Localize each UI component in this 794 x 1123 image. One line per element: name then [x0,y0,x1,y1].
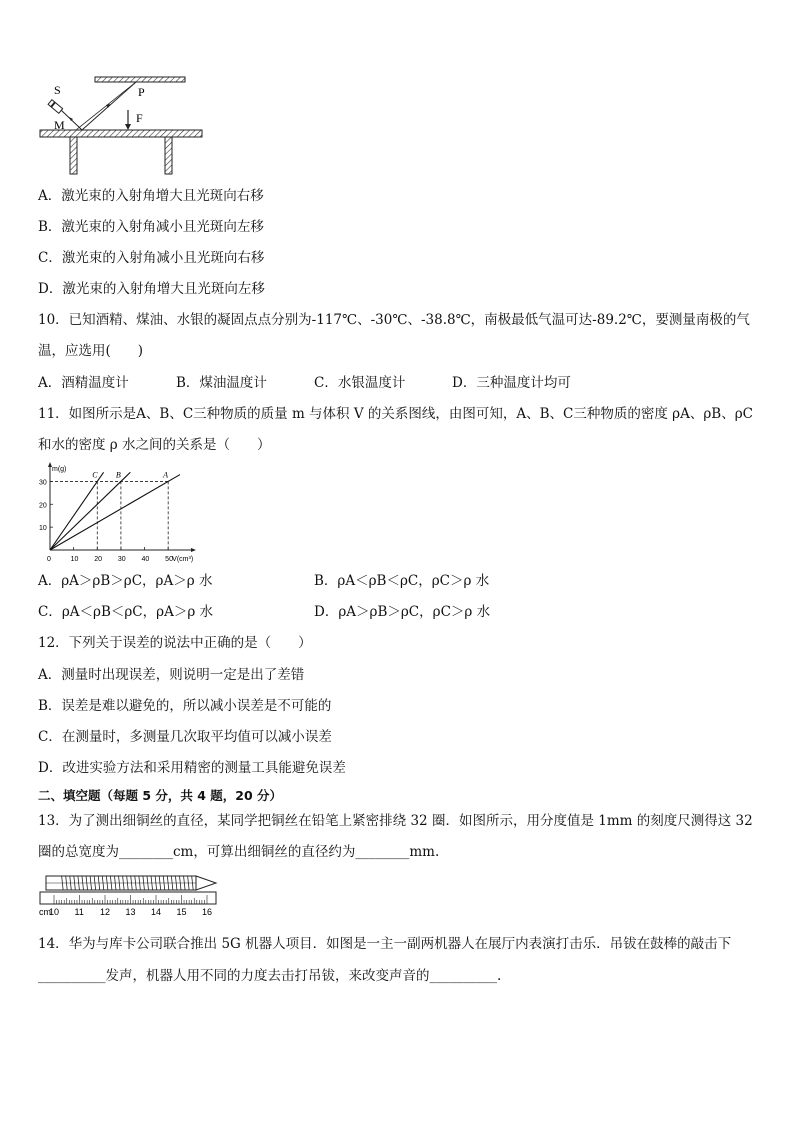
ruler-unit: cm [39,907,51,917]
q10-option-c: C．水银温度计 [314,375,406,391]
x-tick-label: 30 [117,556,126,563]
x-tick-label: 10 [70,556,79,563]
y-tick-label: 20 [39,502,47,510]
laser-pen-icon [48,100,63,114]
ruler-labels [49,907,212,917]
series-line-C [50,472,104,550]
q11-stem-1: 11．如图所示是A、B、C三种物质的质量 m 与体积 V 的关系图线，由图可知，A、B、C三种物质的密度 ρA、ρB、ρC [38,406,753,422]
ruler-label: 16 [202,907,213,917]
label-F: F [136,111,143,125]
q10-option-d: D．三种温度计均可 [452,375,571,391]
q12-option-d: D．改进实验方法和采用精密的测量工具能避免误差 [38,760,346,776]
reflected-beam-2 [76,82,136,130]
mirror-table-figure [38,72,208,177]
label-P: P [138,85,145,99]
top-mirror [95,77,185,82]
q10-stem-2: 温，应选用( ) [38,343,144,359]
ruler-pencil-figure [38,870,228,920]
q11-option-a: A．ρA＞ρB＞ρC，ρA＞ρ 水 [38,573,213,589]
ruler-label: 12 [100,907,111,917]
ruler-label: 10 [49,907,60,917]
series-label-A: A [163,470,169,480]
ruler-label: 11 [74,907,84,917]
q9-option-d: D．激光束的入射角增大且光斑向左移 [38,281,265,297]
q14-stem-2: __________发声，机器人用不同的力度去击打吊钹，来改变声音的__________. [38,968,502,984]
pencil-tip [196,876,216,890]
ruler-label: 14 [151,907,162,917]
x-tick-label: 20 [94,556,103,563]
x-tick-label: 0 [47,556,51,563]
q13-stem-2: 圈的总宽度为________cm，可算出细铜丝的直径约为________mm. [38,844,440,860]
q11-option-c: C．ρA＜ρB＜ρC，ρA＞ρ 水 [38,604,214,620]
series-label-B: B [115,470,121,480]
q13-stem-1: 13．为了测出细铜丝的直径，某同学把铜丝在铅笔上紧密排绕 32 圈．如图所示，用分度值是 1mm 的刻度尺测得这 32 [38,813,753,829]
q9-option-c: C．激光束的入射角减小且光斑向右移 [38,250,265,266]
q9-option-b: B．激光束的入射角减小且光斑向左移 [38,219,264,235]
section-fill-in-heading: 二、填空题（每题 5 分，共 4 题，20 分） [38,788,283,803]
y-tick-label: 10 [39,525,47,533]
q10-option-a: A．酒精温度计 [38,375,129,391]
label-S: S [54,83,61,97]
x-axis-label: V(cm³) [172,556,194,563]
table-leg-left [70,137,77,174]
q12-stem: 12．下列关于误差的说法中正确的是（ ） [38,635,312,651]
series-label-C: C [92,470,98,480]
q11-stem-2: 和水的密度 ρ 水之间的关系是（ ） [38,437,271,453]
x-axis-arrow [191,548,196,552]
q11-option-b: B．ρA＜ρB＜ρC，ρC＞ρ 水 [314,573,490,589]
label-M: M [54,118,65,132]
y-axis-label: m(g) [52,466,67,473]
q11-option-d: D．ρA＞ρB＞ρC，ρC＞ρ 水 [314,604,491,620]
x-tick-label: 40 [141,556,150,563]
mass-volume-chart [36,462,206,570]
q12-option-c: C．在测量时，多测量几次取平均值可以减小误差 [38,729,332,745]
y-tick-label: 30 [39,479,47,487]
ruler-label: 15 [176,907,187,917]
q9-option-a: A．激光束的入射角增大且光斑向右移 [38,188,264,204]
q10-option-b: B．煤油温度计 [176,375,267,391]
q12-option-b: B．误差是难以避免的，所以减小误差是不可能的 [38,698,332,714]
q12-option-a: A．测量时出现误差，则说明一定是出了差错 [38,667,305,683]
table-leg-right [165,137,172,174]
series-line-B [50,472,130,550]
q10-stem-1: 10．已知酒精、煤油、水银的凝固点点分别为-117℃、-30℃、-38.8℃，南极最低气温可达-89.2℃，要测量南极的气 [38,312,750,328]
q14-stem-1: 14．华为与库卡公司联合推出 5G 机器人项目．如图是一主一副两机器人在展厅内表演打击乐．吊钹在鼓棒的敲击下 [38,936,732,952]
x-tick-label: 50 [165,556,173,563]
ruler-label: 13 [125,907,136,917]
series-line-A [50,475,180,550]
